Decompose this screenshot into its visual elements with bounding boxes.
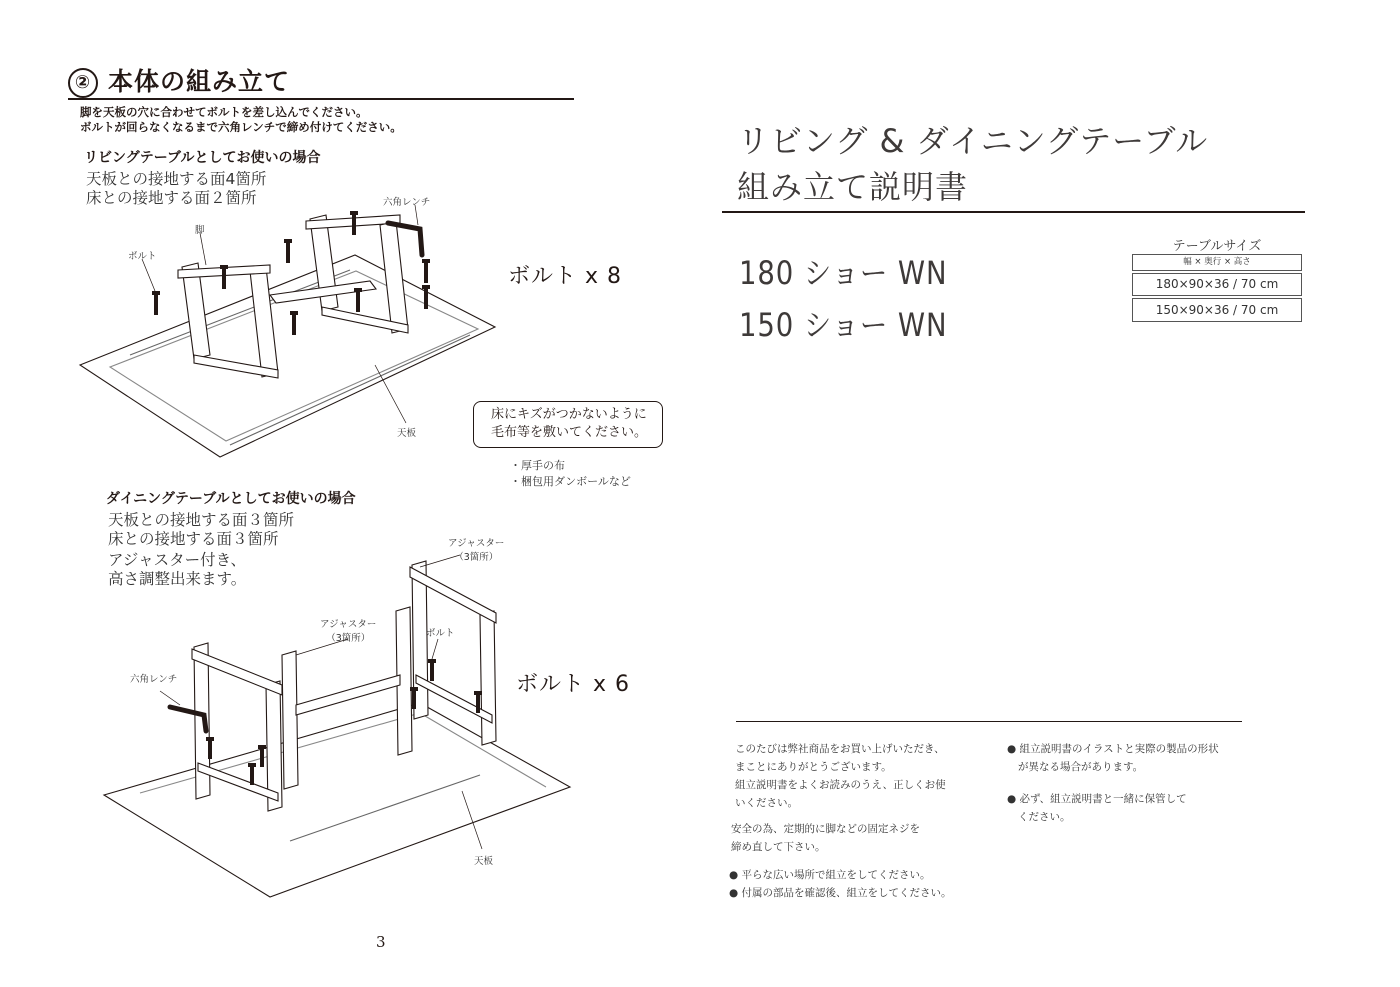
- greeting-line: 組立説明書をよくお読みのうえ、正しくお使: [735, 779, 946, 791]
- greeting-notes: [735, 740, 946, 812]
- dining-note-4: 高さ調整出来ます。: [108, 570, 247, 588]
- size-table-title: テーブルサイズ: [1172, 239, 1262, 254]
- right-note-line: ください。: [1018, 811, 1071, 823]
- safety-notes: [731, 820, 920, 856]
- floor-protection-callout: [473, 401, 663, 448]
- list-item: ・厚手の布: [510, 459, 565, 472]
- living-heading: リビングテーブルとしてお使いの場合: [84, 150, 321, 166]
- right-notes-2: [1007, 790, 1187, 826]
- title-rule: [722, 211, 1305, 213]
- living-label-wrench: 六角レンチ: [383, 197, 431, 208]
- size-row-180: 180×90×36 / 70 cm: [1132, 273, 1302, 296]
- notes-rule: [736, 721, 1242, 722]
- model-name-150: 150 ショー WN: [739, 306, 948, 344]
- right-notes-1: [1007, 740, 1219, 776]
- section-number: ②: [68, 68, 98, 98]
- right-note-line: ● 組立説明書のイラストと実際の製品の形状: [1007, 743, 1219, 755]
- adjuster-a-line-1: アジャスター: [448, 538, 505, 549]
- callout-line-2: 毛布等を敷いてください。: [491, 425, 648, 440]
- dining-bolt-count: ボルト x 6: [516, 672, 631, 697]
- page-number: 3: [376, 933, 386, 951]
- bullet-item: ● 平らな広い場所で組立をしてください。: [729, 869, 931, 881]
- right-note-line: ● 必ず、組立説明書と一緒に保管して: [1007, 793, 1187, 805]
- section-title: [68, 62, 290, 98]
- adjuster-a-line-2: （3箇所）: [454, 552, 499, 563]
- dining-label-adjuster-b: [320, 616, 376, 644]
- greeting-line: このたびは弊社商品をお買い上げいただき、: [735, 743, 945, 755]
- callout-line-1: 床にキズがつかないように: [491, 407, 647, 422]
- living-label-top: 天板: [397, 428, 417, 439]
- greeting-line: まことにありがとうございます。: [735, 761, 892, 773]
- document-title-line-1: リビング & ダイニングテーブル: [737, 122, 1209, 160]
- list-item: ・梱包用ダンボールなど: [510, 475, 631, 488]
- model-name-180: 180 ショー WN: [739, 254, 948, 292]
- adjuster-b-line-1: アジャスター: [320, 619, 377, 630]
- document-title: [737, 118, 1208, 210]
- protection-material-list: [510, 458, 631, 490]
- dining-label-bolt: ボルト: [426, 628, 455, 639]
- adjuster-b-line-2: （3箇所）: [326, 633, 371, 644]
- size-table-header: 幅 × 奥行 × 高さ: [1132, 254, 1302, 271]
- living-note-1: 天板との接地する面4箇所: [86, 170, 267, 188]
- safety-line-2: 締め直して下さい。: [731, 841, 826, 853]
- living-label-bolt: ボルト: [128, 251, 157, 262]
- right-note-line: が異なる場合があります。: [1018, 761, 1144, 773]
- title-underline: [68, 98, 574, 100]
- size-row-150: 150×90×36 / 70 cm: [1132, 298, 1302, 322]
- greeting-line: いください。: [735, 797, 798, 809]
- living-note-2: 床との接地する面２箇所: [86, 189, 257, 207]
- intro-text: [80, 105, 402, 135]
- dining-note-3: アジャスター付き、: [108, 551, 246, 569]
- intro-line-2: ボルトが回らなくなるまで六角レンチで締め付けてください。: [80, 120, 402, 134]
- dining-assembly-diagram: [100, 555, 580, 895]
- safety-line-1: 安全の為、定期的に脚などの固定ネジを: [731, 823, 920, 835]
- dining-heading: ダイニングテーブルとしてお使いの場合: [106, 491, 356, 507]
- intro-line-1: 脚を天板の穴に合わせてボルトを差し込んでください。: [80, 105, 368, 119]
- assembly-bullets: [729, 866, 952, 902]
- living-label-leg: 脚: [195, 225, 205, 236]
- living-bolt-count: ボルト x 8: [508, 264, 623, 289]
- dining-label-top: 天板: [474, 856, 494, 867]
- bullet-item: ● 付属の部品を確認後、組立をしてください。: [729, 887, 952, 899]
- dining-label-wrench: 六角レンチ: [130, 674, 178, 685]
- document-title-line-2: 組み立て説明書: [737, 168, 969, 206]
- dining-note-1: 天板との接地する面３箇所: [108, 511, 295, 529]
- dining-note-2: 床との接地する面３箇所: [108, 530, 279, 548]
- section-title-text: 本体の組み立て: [108, 67, 291, 96]
- dining-label-adjuster-a: [448, 535, 504, 563]
